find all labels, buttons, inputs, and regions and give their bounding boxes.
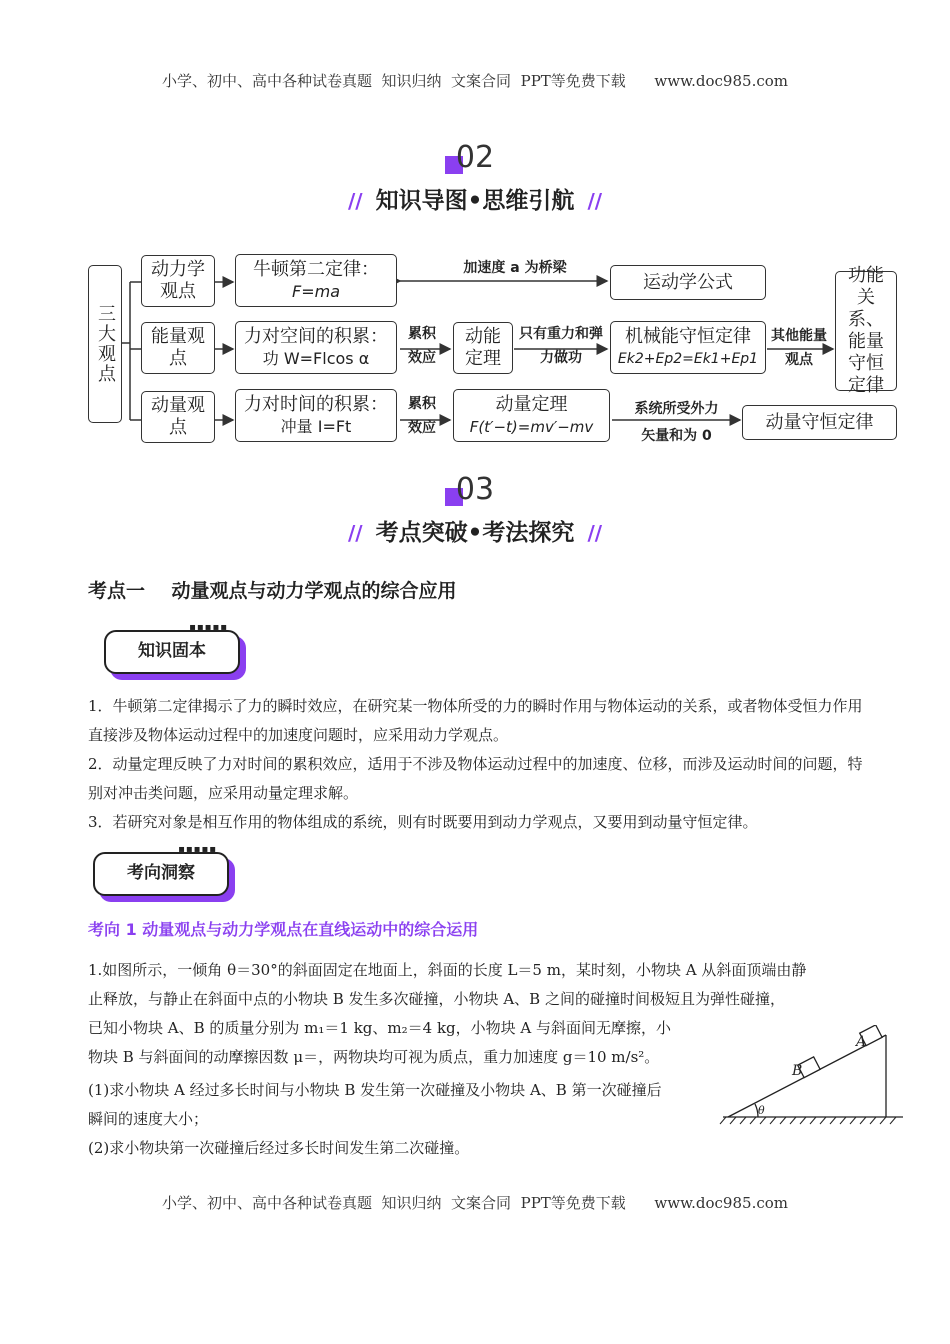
- momentum-view-box: 动量观点: [141, 391, 215, 443]
- page-footer: 小学、初中、高中各种试卷真题 知识归纳 文案合同 PPT等免费下载 www.doc985.com: [161, 1194, 788, 1212]
- problem-line-2: 止释放，与静止在斜面中点的小物块 B 发生多次碰撞，小物块 A、B 之间的碰撞时间极短且为弹性碰撞，: [88, 990, 785, 1008]
- root-box: 三大观点: [88, 265, 122, 423]
- knowledge-tag: ▪▪▪▪▪ 知识固本: [104, 630, 240, 674]
- section-title-exam: // 考点突破•考法探究 //: [0, 514, 950, 547]
- label-b: B: [792, 1063, 803, 1079]
- label-theta: θ: [758, 1104, 765, 1117]
- mechanical-energy-box: 机械能守恒定律 Ek2+Ep2=Ek1+Ep1: [610, 321, 766, 374]
- energy-view-box: 能量观点: [141, 322, 215, 374]
- dynamics-view-box: 动力学观点: [141, 255, 215, 307]
- other-energy-label: 其他能量观点: [771, 328, 827, 368]
- kaoxiang-1-heading: 考向 1 动量观点与动力学观点在直线运动中的综合运用: [88, 920, 479, 939]
- vector-sum-label: 矢量和为 0: [641, 428, 712, 444]
- problem-question-2: (2)求小物块第一次碰撞后经过多长时间发生第二次碰撞。: [88, 1139, 470, 1157]
- section-number-02: 02: [0, 140, 950, 175]
- external-force-label: 系统所受外力: [634, 401, 719, 417]
- problem-question-1-cont: 瞬间的速度大小；: [88, 1110, 209, 1128]
- problem-question-1: (1)求小物块 A 经过多长时间与小物块 B 发生第一次碰撞及小物块 A、B 第一次碰撞后: [88, 1081, 662, 1099]
- knowledge-point-1: 1．牛顿第二定律揭示了力的瞬时效应，在研究某一物体所受的力的瞬时作用与物体运动的关系，或者物体受恒力作用直接涉及物体运动过程中的加速度问题时，应采用动力学观点。: [88, 697, 863, 744]
- section-title-mindmap: // 知识导图•思维引航 //: [0, 182, 950, 215]
- problem-line-1: 1.如图所示，一倾角 θ＝30°的斜面固定在地面上，斜面的长度 L＝5 m，某时刻，小物块 A 从斜面顶端由静: [88, 961, 807, 979]
- gravity-elastic-condition-label: 只有重力和弹力做功: [519, 326, 603, 366]
- energy-conservation-box: 功能关系、能量守恒定律: [835, 271, 897, 391]
- knowledge-point-3: 3．若研究对象是相互作用的物体组成的系统，则有时既要用到动力学观点，又要用到动量守恒定律。: [88, 813, 758, 831]
- problem-line-4: 物块 B 与斜面间的动摩擦因数 μ＝，两物块均可视为质点，重力加速度 g＝10 m/s²。: [88, 1048, 660, 1066]
- knowledge-points: [88, 692, 868, 837]
- mind-map: [0, 0, 950, 470]
- kinematics-box: 运动学公式: [610, 265, 766, 300]
- momentum-theorem-box: 动量定理 F(t′−t)=mv′−mv: [453, 389, 610, 442]
- direction-tag: ▪▪▪▪▪ 考向洞察: [93, 852, 229, 896]
- kinetic-theorem-box: 动能定理: [453, 322, 513, 374]
- newton-law-box: 牛顿第二定律： F=ma: [235, 254, 397, 307]
- kaodian-1-heading: 考点一 动量观点与动力学观点的综合应用: [88, 580, 457, 602]
- knowledge-point-2: 2．动量定理反映了力对时间的累积效应，适用于不涉及物体运动过程中的加速度、位移，而涉及运动时间的问题，特别对冲击类问题，应采用动量定理求解。: [88, 755, 863, 802]
- incline-figure: [718, 1025, 908, 1130]
- space-accumulation-box: 力对空间的积累： 功 W=Flcos α: [235, 321, 397, 374]
- problem-line-3: 已知小物块 A、B 的质量分别为 m₁＝1 kg、m₂＝4 kg，小物块 A 与斜面间无摩擦，小: [88, 1019, 672, 1037]
- accumulation-label-energy: 累积效应: [408, 326, 436, 366]
- acceleration-bridge-label: 加速度 a 为桥梁: [463, 260, 567, 276]
- accumulation-label-momentum: 累积效应: [408, 396, 436, 436]
- page-header: 小学、初中、高中各种试卷真题 知识归纳 文案合同 PPT等免费下载 www.doc985.com: [161, 72, 788, 90]
- momentum-conservation-box: 动量守恒定律: [742, 405, 897, 440]
- time-accumulation-box: 力对时间的积累： 冲量 I=Ft: [235, 389, 397, 442]
- section-number-03: 03: [0, 472, 950, 507]
- label-a: A: [856, 1034, 867, 1050]
